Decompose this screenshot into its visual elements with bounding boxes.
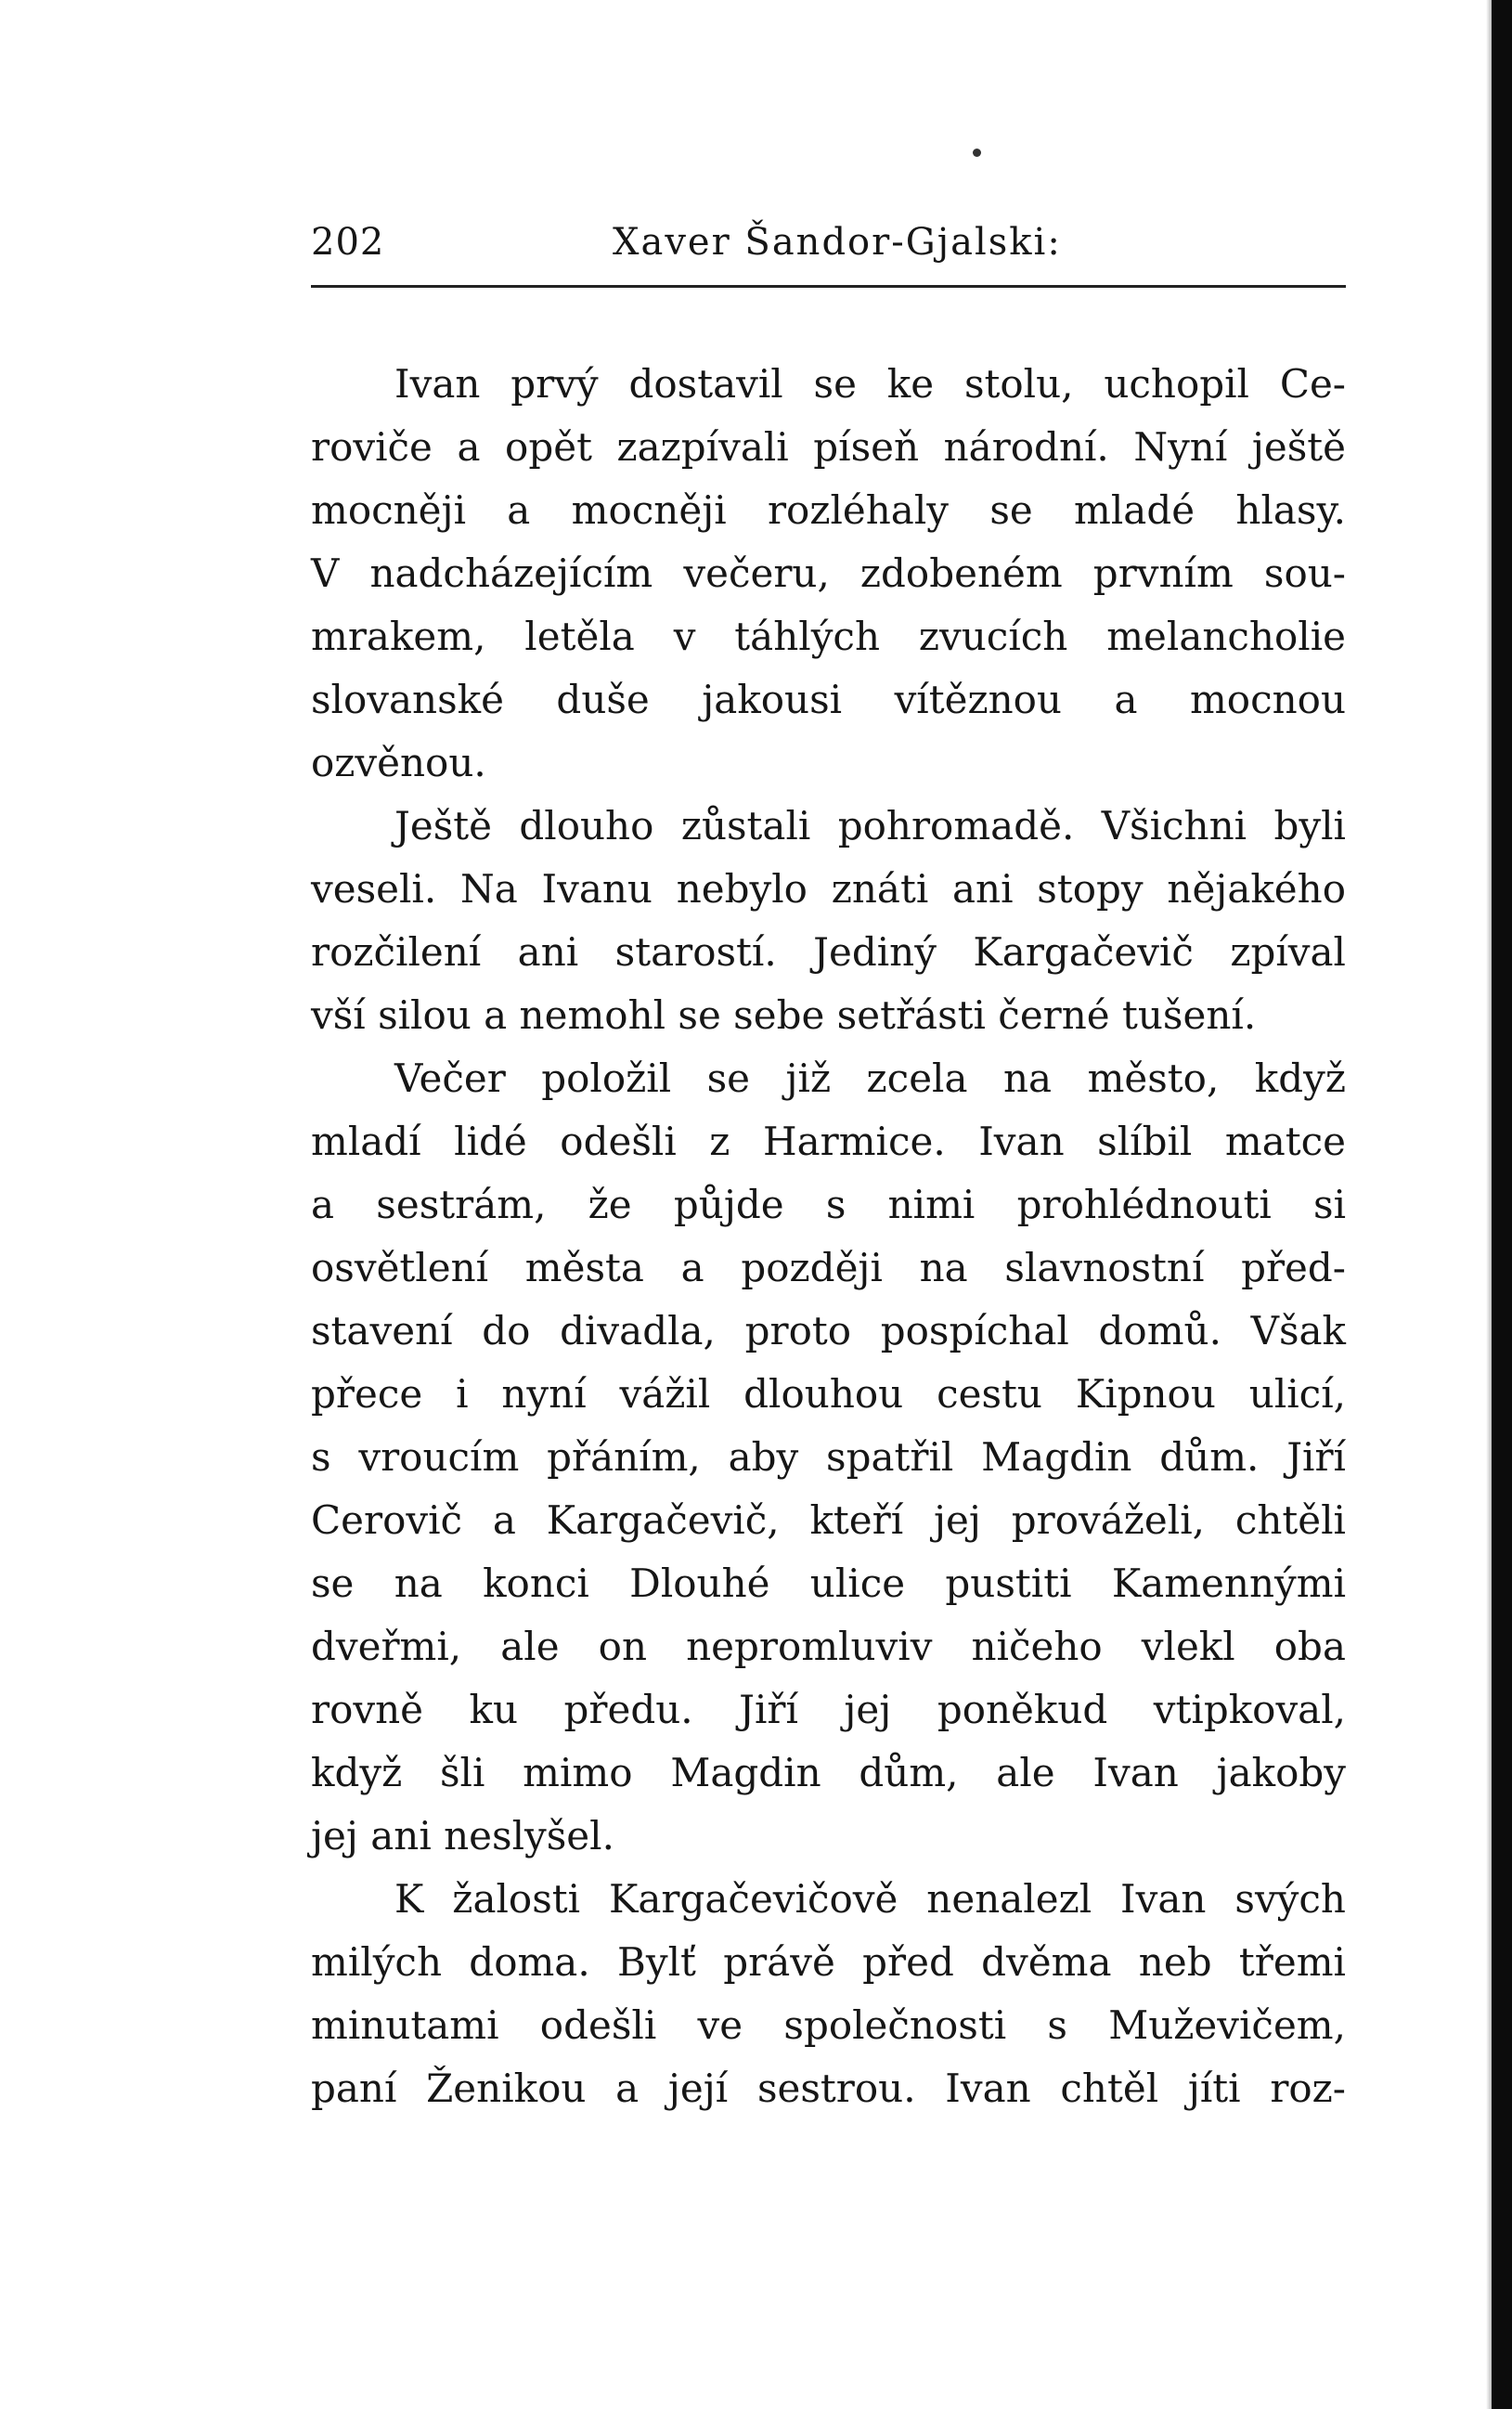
text-line: mocněji a mocněji rozléhaly se mladé hlasy. bbox=[311, 487, 1346, 533]
page-number: 202 bbox=[311, 221, 385, 264]
text-line: K žalosti Kargačevičově nenalezl Ivan svých bbox=[394, 1876, 1346, 1922]
text-line: osvětlení města a později na slavnostní před- bbox=[311, 1245, 1346, 1290]
page-header bbox=[311, 221, 1346, 278]
text-line: rovně ku předu. Jiří jej poněkud vtipkoval, bbox=[311, 1687, 1346, 1732]
header-rule bbox=[311, 285, 1346, 288]
scan-binding-edge bbox=[1492, 0, 1512, 2409]
text-line: se na konci Dlouhé ulice pustiti Kamennými bbox=[311, 1561, 1346, 1606]
text-line: veseli. Na Ivanu nebylo znáti ani stopy nějakého bbox=[311, 866, 1346, 912]
text-line: vší silou a nemohl se sebe setřásti černé tušení. bbox=[311, 992, 1257, 1038]
text-line: rozčilení ani starostí. Jediný Kargačevič zpíval bbox=[311, 929, 1346, 975]
text-line: přece i nyní vážil dlouhou cestu Kipnou ulicí, bbox=[311, 1371, 1346, 1417]
text-line: ozvěnou. bbox=[311, 740, 486, 785]
text-line: mrakem, letěla v táhlých zvucích melancholie bbox=[311, 614, 1346, 659]
text-line: minutami odešli ve společnosti s Muževičem, bbox=[311, 2002, 1346, 2048]
text-line: Ještě dlouho zůstali pohromadě. Všichni byli bbox=[394, 803, 1346, 848]
text-line: paní Ženikou a její sestrou. Ivan chtěl jíti roz- bbox=[311, 2066, 1346, 2111]
text-line: jej ani neslyšel. bbox=[311, 1813, 614, 1859]
text-line: Večer položil se již zcela na město, když bbox=[394, 1056, 1346, 1101]
text-line: Cerovič a Kargačevič, kteří jej prováželi, chtěli bbox=[311, 1497, 1346, 1543]
text-line: mladí lidé odešli z Harmice. Ivan slíbil matce bbox=[311, 1119, 1346, 1164]
text-line: když šli mimo Magdin dům, ale Ivan jakoby bbox=[311, 1750, 1346, 1795]
body-text bbox=[311, 353, 1346, 2120]
running-head: Xaver Šandor-Gjalski: bbox=[613, 221, 1062, 264]
text-line: dveřmi, ale on nepromluviv ničeho vlekl oba bbox=[311, 1624, 1346, 1669]
text-line: a sestrám, že půjde s nimi prohlédnouti si bbox=[311, 1182, 1346, 1227]
text-line: Ivan prvý dostavil se ke stolu, uchopil Ce- bbox=[394, 361, 1346, 407]
text-line: slovanské duše jakousi vítěznou a mocnou bbox=[311, 677, 1346, 722]
text-line: stavení do divadla, proto pospíchal domů. Však bbox=[311, 1308, 1346, 1353]
text-line: s vroucím přáním, aby spatřil Magdin dům. Jiří bbox=[311, 1434, 1346, 1480]
text-line: milých doma. Bylť právě před dvěma neb třemi bbox=[311, 1939, 1346, 1985]
text-line: V nadcházejícím večeru, zdobeném prvním sou- bbox=[311, 550, 1346, 596]
text-line: roviče a opět zazpívali píseň národní. Nyní ještě bbox=[311, 424, 1346, 470]
ink-speck bbox=[973, 149, 981, 157]
